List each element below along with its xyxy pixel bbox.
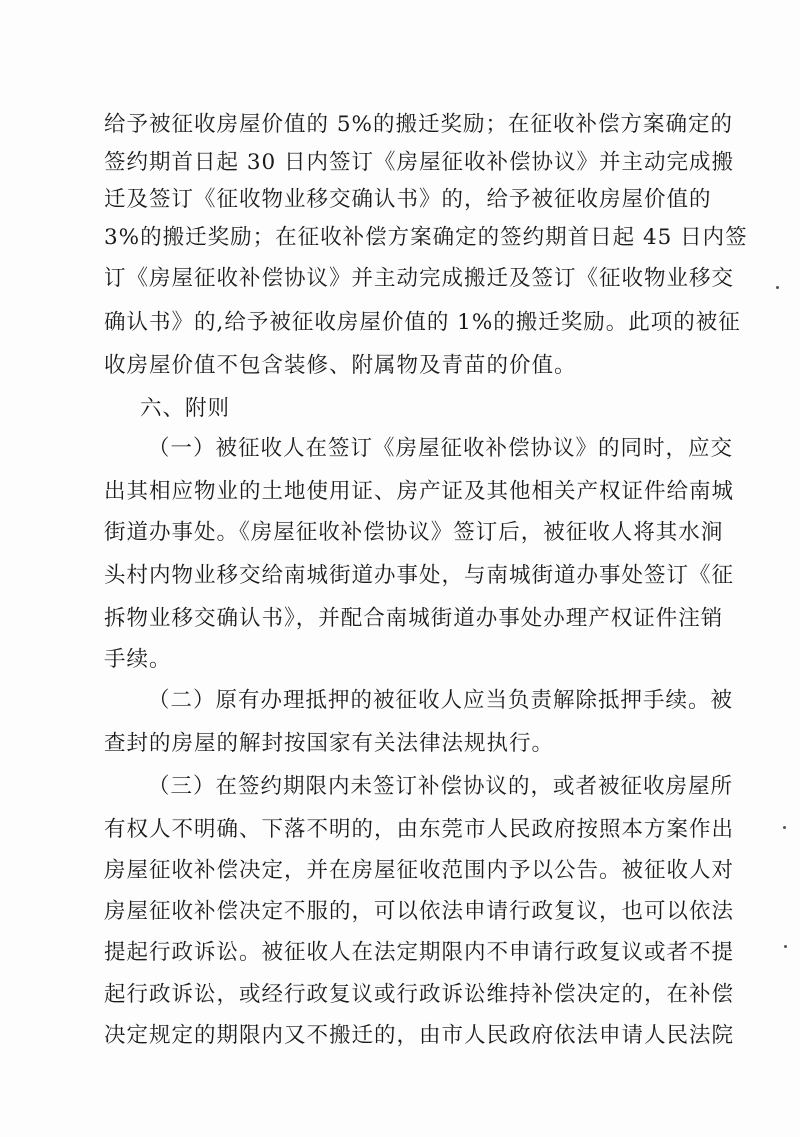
text-line: 迁及签订《征收物业移交确认书》的，给予被征收房屋价值的 bbox=[104, 187, 712, 212]
scan-speck bbox=[783, 826, 786, 829]
text-line: 街道办事处。《房屋征收补偿协议》签订后，被征收人将其水涧 bbox=[104, 520, 724, 545]
text-line: 头村内物业移交给南城街道办事处，与南城街道办事处签订《征 bbox=[104, 563, 735, 588]
text-line: 提起行政诉讼。被征收人在法定期限内不申请行政复议或者不提 bbox=[104, 940, 735, 965]
paragraph-first-line: （二）原有办理抵押的被征收人应当负责解除抵押手续。被 bbox=[148, 688, 734, 713]
text-line: 给予被征收房屋价值的 5%的搬迁奖励；在征收补偿方案确定的 bbox=[104, 112, 733, 137]
text-line: 确认书》的,给予被征收房屋价值的 1%的搬迁奖励。此项的被征 bbox=[104, 310, 741, 335]
text-line: 订《房屋征收补偿协议》并主动完成搬迁及签订《征收物业移交 bbox=[104, 266, 735, 291]
text-line: 手续。 bbox=[104, 647, 172, 672]
section-heading: 六、附则 bbox=[140, 396, 231, 421]
text-line: 房屋征收补偿决定，并在房屋征收范围内予以公告。被征收人对 bbox=[104, 858, 735, 883]
paragraph-first-line: （一）被征收人在签订《房屋征收补偿协议》的同时，应交 bbox=[148, 436, 734, 461]
text-line: 签约期首日起 30 日内签订《房屋征收补偿协议》并主动完成搬 bbox=[104, 150, 735, 175]
text-line: 出其相应物业的土地使用证、房产证及其他相关产权证件给南城 bbox=[104, 479, 735, 504]
text-line: 3%的搬迁奖励；在征收补偿方案确定的签约期首日起 45 日内签 bbox=[104, 225, 748, 250]
text-line: 查封的房屋的解封按国家有关法律法规执行。 bbox=[104, 731, 555, 756]
text-line: 有权人不明确、下落不明的，由东莞市人民政府按照本方案作出 bbox=[104, 817, 735, 842]
scan-speck bbox=[784, 945, 787, 948]
text-line: 收房屋价值不包含装修、附属物及青苗的价值。 bbox=[104, 353, 577, 378]
text-line: 决定规定的期限内又不搬迁的，由市人民政府依法申请人民法院 bbox=[104, 1023, 735, 1048]
scan-speck bbox=[776, 286, 779, 289]
text-line: 拆物业移交确认书》，并配合南城街道办事处办理产权证件注销 bbox=[104, 606, 724, 631]
text-line: 房屋征收补偿决定不服的，可以依法申请行政复议，也可以依法 bbox=[104, 899, 735, 924]
paragraph-first-line: （三）在签约期限内未签订补偿协议的，或者被征收房屋所 bbox=[148, 774, 734, 799]
text-line: 起行政诉讼，或经行政复议或行政诉讼维持补偿决定的，在补偿 bbox=[104, 982, 735, 1007]
